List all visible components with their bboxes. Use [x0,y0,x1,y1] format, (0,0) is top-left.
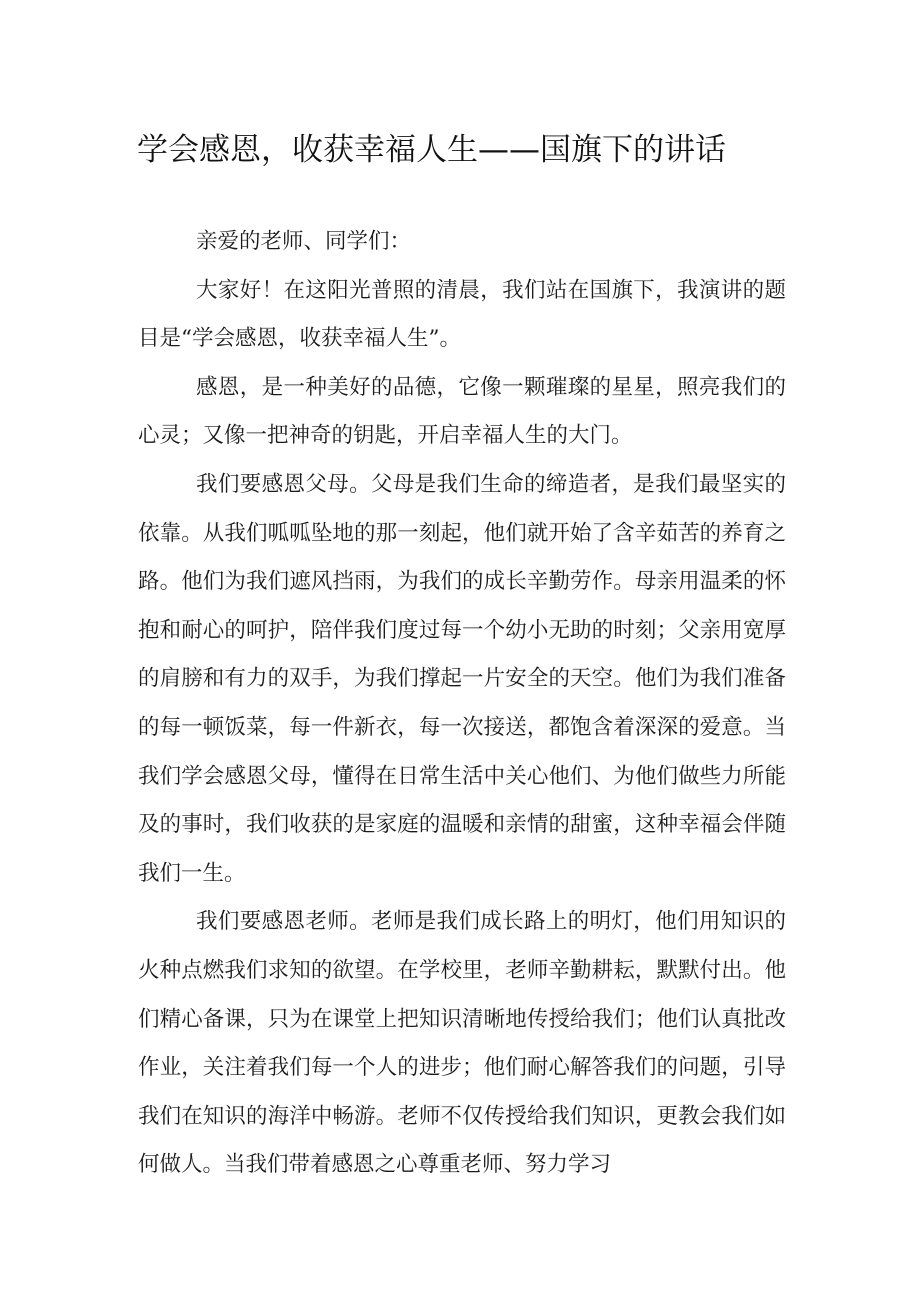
gratitude-parents-paragraph: 我们要感恩父母。父母是我们生命的缔造者，是我们最坚实的依靠。从我们呱呱坠地的那一刻起，他们就开始了含辛茹苦的养育之路。他们为我们遮风挡雨，为我们的成长辛勤劳作。母亲用温柔的怀抱和耐心的呵护，陪伴我们度过每一个幼小无助的时刻；父亲用宽厚的肩膀和有力的双手，为我们撑起一片安全的天空。他们为我们准备的每一顿饭菜，每一件新衣，每一次接送，都饱含着深深的爱意。当我们学会感恩父母，懂得在日常生活中关心他们、为他们做些力所能及的事时，我们收获的是家庭的温暖和亲情的甜蜜，这种幸福会伴随我们一生。 [138,471,786,886]
salutation-paragraph: 亲爱的老师、同学们： [196,229,412,254]
page-title: 学会感恩，收获幸福人生——国旗下的讲话 [137,132,726,168]
gratitude-intro-paragraph: 感恩，是一种美好的品德，它像一颗璀璨的星星，照亮我们的心灵；又像一把神奇的钥匙，开启幸福人生的大门。 [138,374,786,449]
speech-body [138,218,786,1190]
gratitude-teachers-paragraph: 我们要感恩老师。老师是我们成长路上的明灯，他们用知识的火种点燃我们求知的欲望。在学校里，老师辛勤耕耘，默默付出。他们精心备课，只为在课堂上把知识清晰地传授给我们；他们认真批改作业，关注着我们每一个人的进步；他们耐心解答我们的问题，引导我们在知识的海洋中畅游。老师不仅传授给我们知识，更教会我们如何做人。当我们带着感恩之心尊重老师、努力学习 [138,909,786,1178]
greeting-paragraph: 大家好！在这阳光普照的清晨，我们站在国旗下，我演讲的题目是“学会感恩，收获幸福人生”。 [138,277,786,352]
